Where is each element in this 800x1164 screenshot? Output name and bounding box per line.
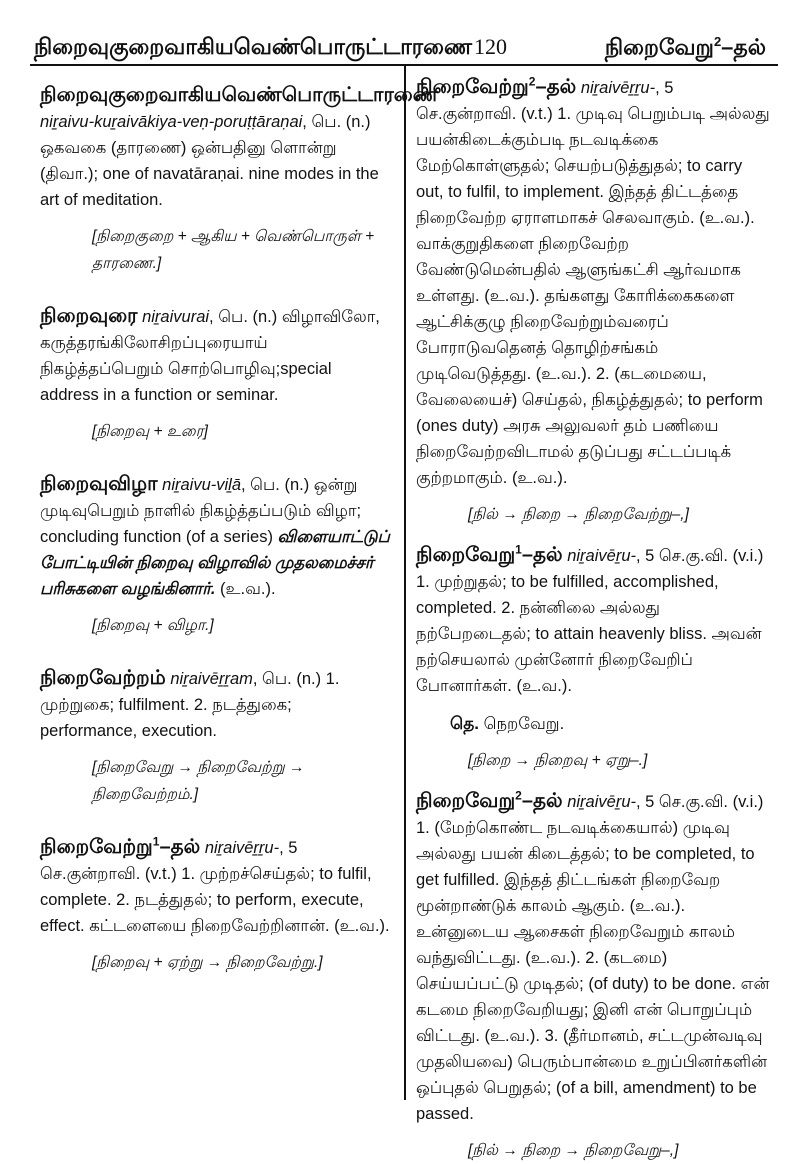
left-guide-text: நிறைவுகுறைவாகியவெண்பொருட்டாரணை bbox=[34, 34, 472, 59]
cognate-word: நெறவேறு. bbox=[483, 715, 565, 733]
page-number: 120 bbox=[473, 34, 507, 59]
transliteration: niṟaivēṟu- bbox=[567, 547, 636, 565]
right-guide-base: நிறைவேறு bbox=[604, 34, 714, 60]
etymology: [நிறை → நிறைவு + ஏறு–.] bbox=[468, 752, 648, 769]
usage-example: விளையாட்டுப் போட்டியின் நிறைவு விழாவில் முதலமைச்சர் பரிசுகளை வழங்கினார். bbox=[40, 528, 390, 598]
right-guide-sup: 2 bbox=[713, 34, 722, 49]
transliteration: niṟaivu-kuṟaivākiya-veṇ-poruṭṭāraṇai bbox=[40, 113, 303, 131]
definition: , பெ. (n.) ஒகவகை (தாரணை) ஒன்பதினு ளொன்று (திவா.); one of navatāraṇai. nine modes in the art of meditation. bbox=[40, 113, 379, 209]
transliteration: niṟaivēṟṟu- bbox=[204, 839, 280, 857]
definition: , 5 செ.கு.வி. (v.i.) 1. முற்றுதல்; to be fulfilled, accomplished, completed. 2. நன்னிலை அல்லது நற்பேறடைதல்; to attain heavenly bliss. அவன் நற்செயலால் முன்னோர் நிறைவேறிப் போனார்கள். (உ.வ.). bbox=[416, 547, 764, 695]
dictionary-entry bbox=[40, 471, 392, 639]
etymology: [நிறைகுறை + ஆகிய + வெண்பொருள் + தாரணை.] bbox=[92, 228, 375, 272]
definition: , 5 செ.குன்றாவி. (v.t.) 1. முற்றச்செய்தல்; to fulfil, complete. 2. நடத்துதல்; to perform, execute, effect. கட்டளையை நிறைவேற்றினான். (உ.வ.). bbox=[40, 839, 390, 935]
column-divider bbox=[404, 66, 406, 1100]
transliteration: niṟaivurai bbox=[142, 308, 210, 326]
right-guide-tail: –தல் bbox=[721, 34, 766, 60]
dictionary-entry bbox=[40, 303, 392, 445]
usage-source: (உ.வ.). bbox=[215, 580, 276, 598]
dictionary-entry bbox=[40, 665, 392, 808]
running-header bbox=[0, 0, 800, 62]
definition: , 5 செ.கு.வி. (v.i.) 1. (மேற்கொண்ட நடவடிக்கையால்) முடிவு அல்லது பயன் கிடைத்தல்; to be completed, to get fulfilled. இந்தத் திட்டங்கள் நிறைவேற மூன்றாண்டுக் காலம் ஆகும். (உ.வ.). உன்னுடைய ஆசைகள் நிறைவேறும் காலம் வந்துவிட்டது. (உ.வ.). 2. (கடமை) செய்யப்பட்டு முடிதல்; (of duty) to be done. என் கடமை நிறைவேறியது; இனி என் பொறுப்பும் விட்டது. (உ.வ.). 3. (தீர்மானம், சட்டமுன்வடிவு முதலியவை) பெரும்பான்மை உறுப்பினர்களின் ஒப்புதல் பெறுதல்; (of a bill, amendment) to be passed. bbox=[416, 793, 770, 1123]
dictionary-entry bbox=[416, 788, 774, 1164]
headword: நிறைவேற்று$^1$–தல் bbox=[40, 834, 201, 858]
etymology: [நிறைவு + விழா.] bbox=[92, 617, 214, 634]
transliteration: niṟaivēṟu- bbox=[567, 793, 636, 811]
etymology: [நிறைவு + ஏற்று → நிறைவேற்று.] bbox=[92, 954, 323, 971]
definition: , பெ. (n.) 1. முற்றுகை; fulfilment. 2. நடத்துகை; performance, execution. bbox=[40, 670, 340, 740]
headword: நிறைவேறு$^2$–தல் bbox=[416, 788, 563, 812]
headword: நிறைவுரை bbox=[40, 305, 138, 327]
transliteration: niṟaivu-viḻā bbox=[162, 476, 241, 494]
headword: நிறைவேறு$^1$–தல் bbox=[416, 542, 563, 566]
homonym-number: 2 bbox=[528, 74, 536, 89]
headword: நிறைவுகுறைவாகியவெண்பொருட்டாரணை bbox=[40, 84, 439, 106]
headword: நிறைவேற்றம் bbox=[40, 667, 166, 689]
etymology: [நிறைவேறு → நிறைவேற்று → நிறைவேற்றம்.] bbox=[92, 759, 305, 803]
cognate-reference bbox=[450, 711, 774, 737]
dictionary-entry bbox=[40, 82, 439, 277]
transliteration: niṟaivēṟṟu- bbox=[580, 79, 656, 97]
etymology: [நில் → நிறை → நிறைவேறு–,] bbox=[468, 1142, 679, 1159]
right-column bbox=[416, 68, 774, 1164]
dictionary-entry bbox=[40, 834, 392, 976]
left-guide-word bbox=[34, 34, 507, 63]
definition: , 5 செ.குன்றாவி. (v.t.) 1. முடிவு பெறும்படி அல்லது பயன்கிடைக்கும்படி நடவடிக்கை மேற்கொள்ளுதல்; செயற்படுத்துதல்; to carry out, to fulfil, to implement. இந்தத் திட்டத்தை நிறைவேற்ற ஏராளமாகச் செலவாகும். (உ.வ.). வாக்குறுதிகளை நிறைவேற்ற வேண்டுமென்பதில் ஆளுங்கட்சி ஆர்வமாக உள்ளது. (உ.வ.). தங்களது கோரிக்கைகளை ஆட்சிக்குழு நிறைவேற்றும்வரைப் போராடுவதெனத் தொழிற்சங்கம் முடிவெடுத்தது. (உ.வ.). 2. (கடமையை, வேலையைச்) செய்தல், நிகழ்த்துதல்; to perform (ones duty) அரசு அலுவலர் தம் பணியை நிறைவேற்றவிடாமல் தடுப்பது சட்டப்படிக் குற்றமாகும். (உ.வ.). bbox=[416, 79, 770, 487]
right-guide-word bbox=[605, 34, 766, 63]
left-column bbox=[40, 68, 439, 976]
definition: , பெ. (n.) ஒன்று முடிவுபெறும் நாளில் நிகழ்த்தப்படும் விழா; concluding function (of a series) bbox=[40, 476, 362, 546]
etymology: [நில் → நிறை → நிறைவேற்று–,] bbox=[468, 506, 689, 523]
definition: , பெ. (n.) விழாவிலோ, கருத்தரங்கிலோசிறப்புரையாய் நிகழ்த்தப்பெறும் சொற்பொழிவு;special address in a function or seminar. bbox=[40, 308, 380, 404]
homonym-number: 1 bbox=[152, 834, 160, 849]
language-label: தெ. bbox=[450, 714, 480, 733]
headword: நிறைவுவிழா bbox=[40, 473, 158, 495]
etymology: [நிறைவு + உரை] bbox=[92, 423, 208, 440]
homonym-number: 2 bbox=[515, 788, 522, 803]
dictionary-entry bbox=[416, 542, 774, 774]
homonym-number: 1 bbox=[515, 542, 522, 557]
transliteration: niṟaivēṟṟam bbox=[170, 670, 253, 688]
dictionary-entry bbox=[416, 74, 774, 528]
headword: நிறைவேற்று$^2$–தல் bbox=[416, 74, 577, 98]
